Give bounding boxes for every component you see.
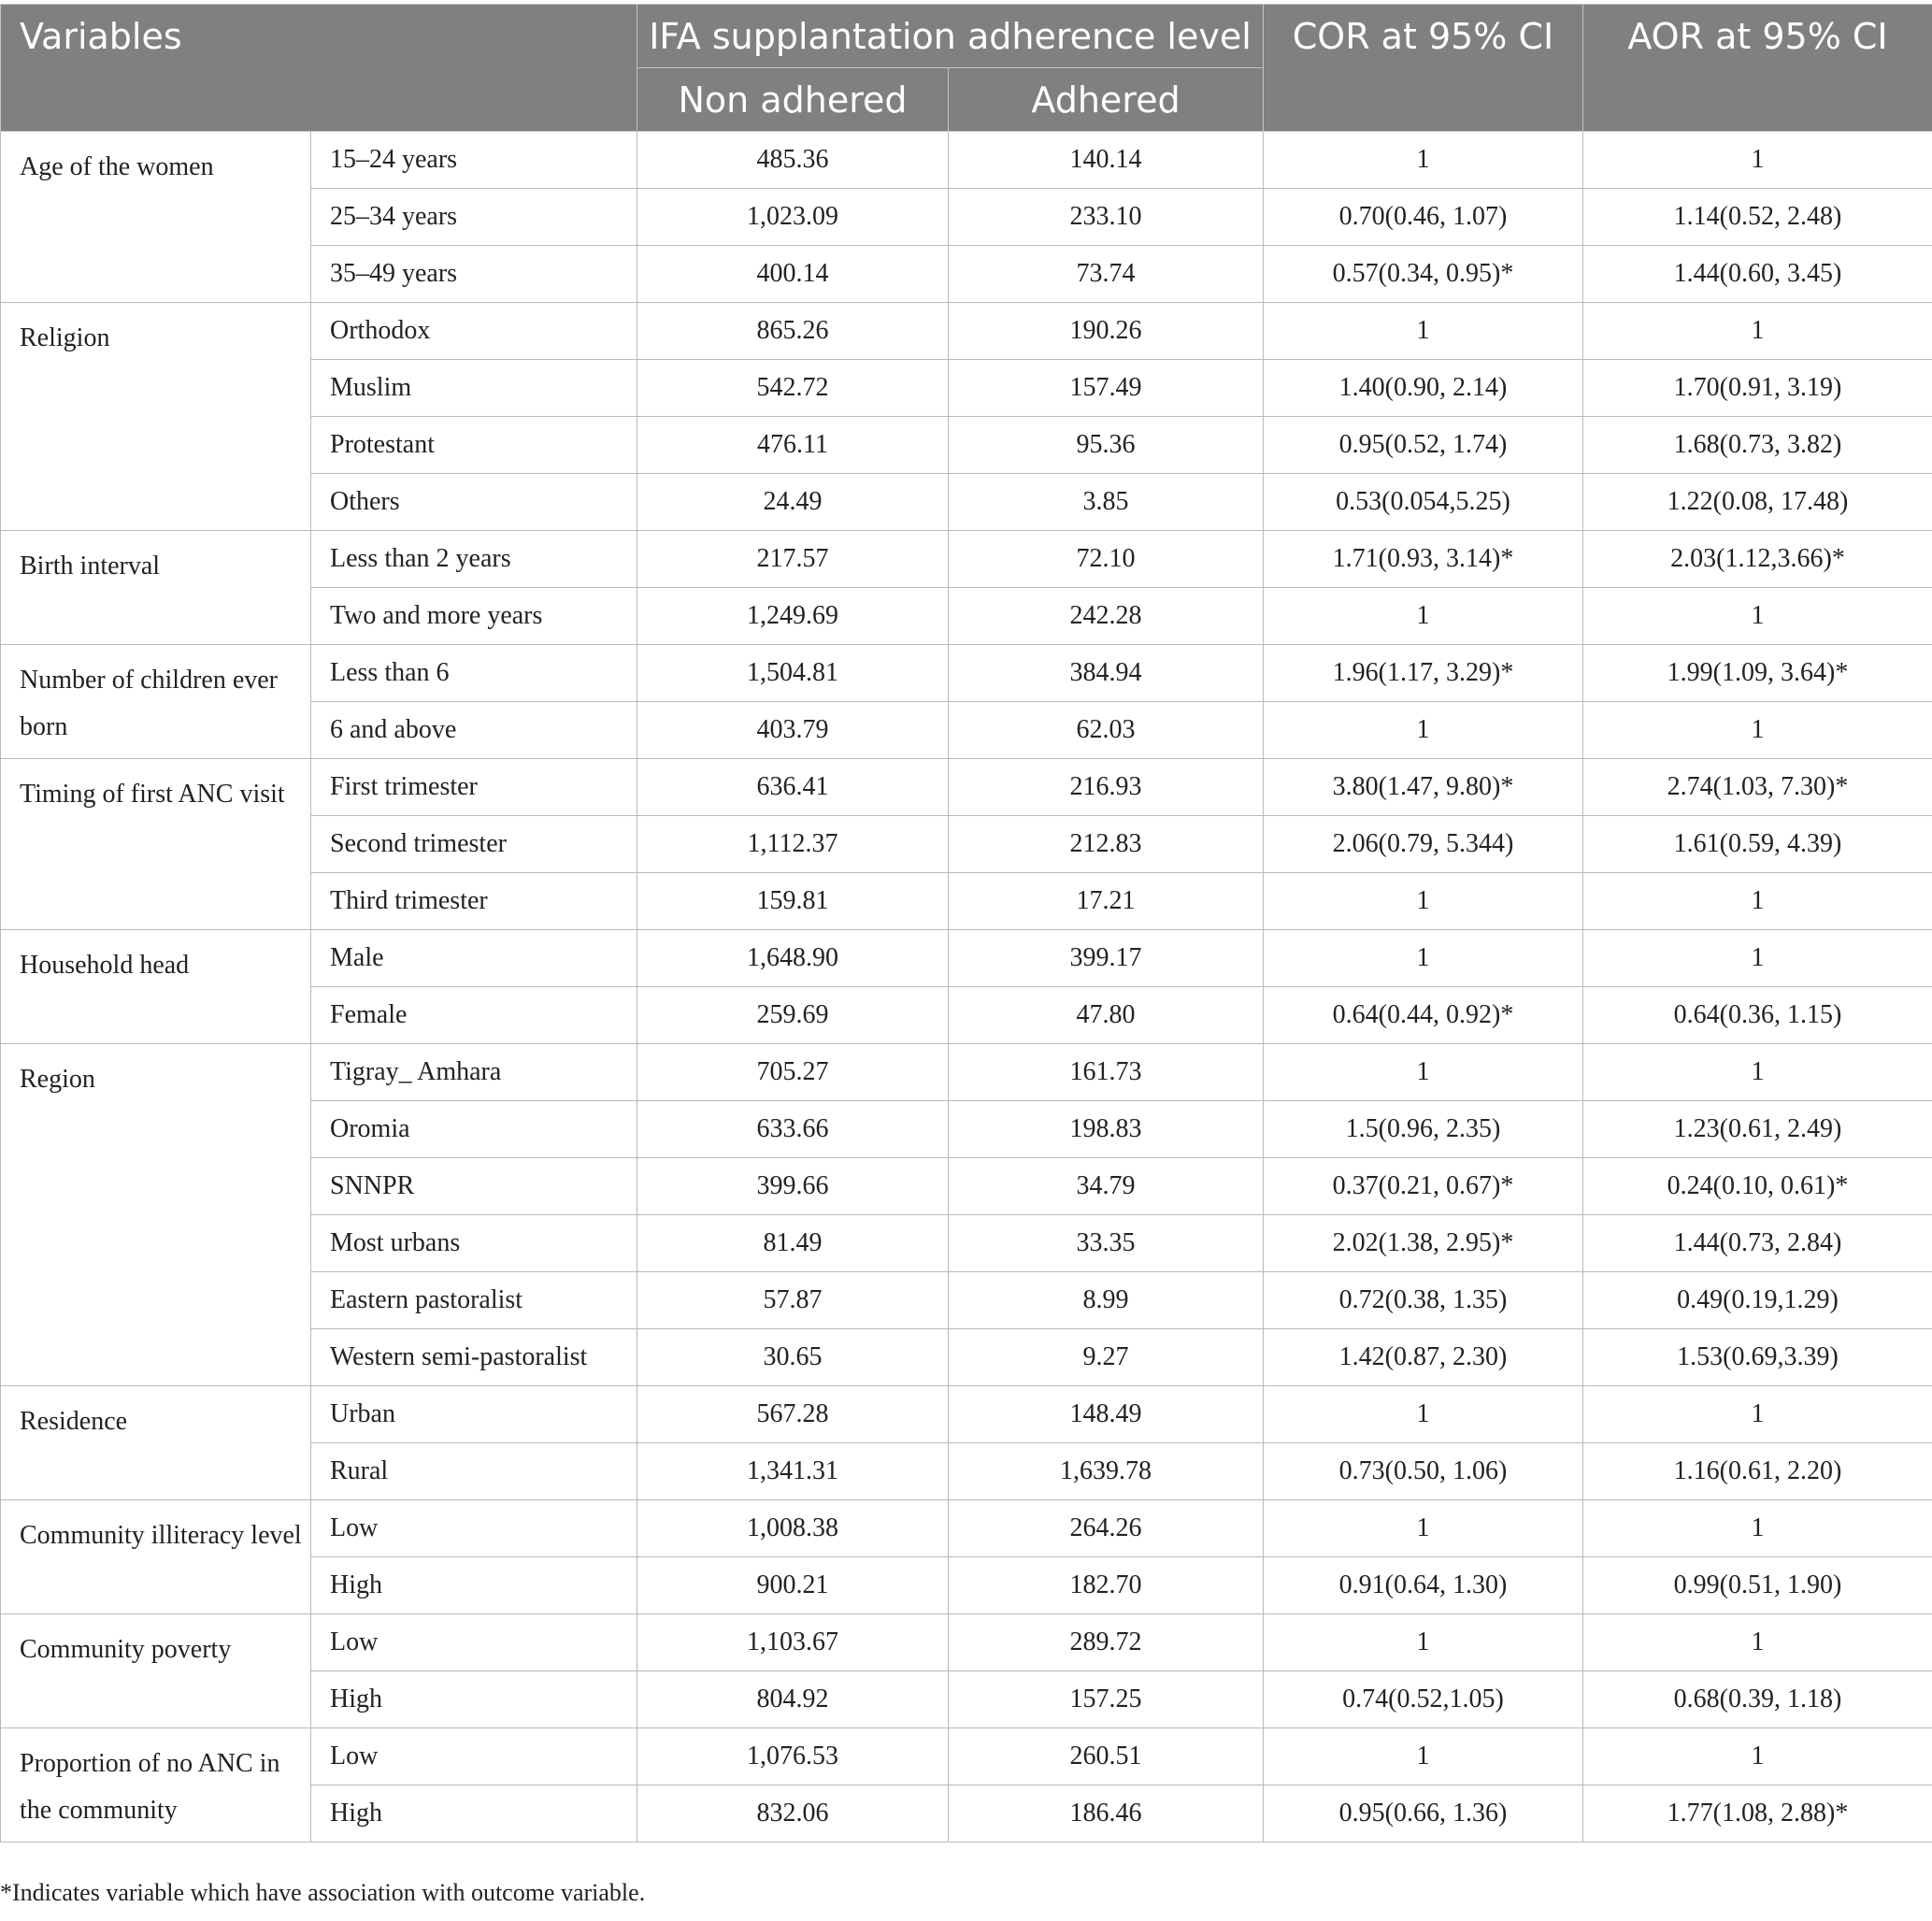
category-cell: Second trimester (311, 816, 637, 873)
non-adhered-cell: 400.14 (637, 246, 949, 303)
adhered-cell: 399.17 (949, 930, 1264, 987)
aor-cell: 1 (1583, 588, 1932, 645)
cor-cell: 0.95(0.66, 1.36) (1264, 1785, 1583, 1842)
adhered-cell: 161.73 (949, 1044, 1264, 1101)
adhered-cell: 212.83 (949, 816, 1264, 873)
aor-cell: 1 (1583, 702, 1932, 759)
non-adhered-cell: 1,504.81 (637, 645, 949, 702)
category-cell: Less than 2 years (311, 531, 637, 588)
header-adherence-level: IFA supplantation adherence level (637, 5, 1264, 68)
category-cell: Oromia (311, 1101, 637, 1158)
cor-cell: 0.57(0.34, 0.95)* (1264, 246, 1583, 303)
non-adhered-cell: 1,249.69 (637, 588, 949, 645)
cor-cell: 1.71(0.93, 3.14)* (1264, 531, 1583, 588)
table-row (1, 1728, 1932, 1785)
aor-cell: 0.68(0.39, 1.18) (1583, 1671, 1932, 1728)
variable-label: Birth interval (1, 531, 311, 645)
non-adhered-cell: 1,008.38 (637, 1500, 949, 1557)
table-row (1, 930, 1932, 987)
non-adhered-cell: 81.49 (637, 1215, 949, 1272)
adhered-cell: 216.93 (949, 759, 1264, 816)
category-cell: 6 and above (311, 702, 637, 759)
non-adhered-cell: 399.66 (637, 1158, 949, 1215)
adhered-cell: 186.46 (949, 1785, 1264, 1842)
non-adhered-cell: 865.26 (637, 303, 949, 360)
aor-cell: 0.49(0.19,1.29) (1583, 1272, 1932, 1329)
variable-label: Timing of first ANC visit (1, 759, 311, 930)
variable-label: Residence (1, 1386, 311, 1500)
non-adhered-cell: 476.11 (637, 417, 949, 474)
category-cell: Rural (311, 1443, 637, 1500)
non-adhered-cell: 633.66 (637, 1101, 949, 1158)
aor-cell: 1 (1583, 1044, 1932, 1101)
table-row (1, 1614, 1932, 1671)
category-cell: High (311, 1557, 637, 1614)
adhered-cell: 72.10 (949, 531, 1264, 588)
table-body (1, 132, 1932, 1842)
adhered-cell: 8.99 (949, 1272, 1264, 1329)
aor-cell: 1.99(1.09, 3.64)* (1583, 645, 1932, 702)
variable-label: Community illiteracy level (1, 1500, 311, 1614)
cor-cell: 1.40(0.90, 2.14) (1264, 360, 1583, 417)
non-adhered-cell: 542.72 (637, 360, 949, 417)
adhered-cell: 95.36 (949, 417, 1264, 474)
header-cor: COR at 95% CI (1264, 5, 1583, 132)
non-adhered-cell: 259.69 (637, 987, 949, 1044)
aor-cell: 1 (1583, 1386, 1932, 1443)
non-adhered-cell: 1,341.31 (637, 1443, 949, 1500)
adhered-cell: 148.49 (949, 1386, 1264, 1443)
cor-cell: 1 (1264, 1728, 1583, 1785)
table-footnote: *Indicates variable which have association with outcome variable. (0, 1879, 646, 1906)
cor-cell: 0.53(0.054,5.25) (1264, 474, 1583, 531)
cor-cell: 0.91(0.64, 1.30) (1264, 1557, 1583, 1614)
variable-label: Household head (1, 930, 311, 1044)
adhered-cell: 62.03 (949, 702, 1264, 759)
aor-cell: 1.44(0.73, 2.84) (1583, 1215, 1932, 1272)
adhered-cell: 260.51 (949, 1728, 1264, 1785)
non-adhered-cell: 832.06 (637, 1785, 949, 1842)
adhered-cell: 34.79 (949, 1158, 1264, 1215)
category-cell: Male (311, 930, 637, 987)
category-cell: Low (311, 1614, 637, 1671)
cor-cell: 0.74(0.52,1.05) (1264, 1671, 1583, 1728)
cor-cell: 1 (1264, 588, 1583, 645)
variable-label: Age of the women (1, 132, 311, 303)
aor-cell: 1.77(1.08, 2.88)* (1583, 1785, 1932, 1842)
cor-cell: 2.02(1.38, 2.95)* (1264, 1215, 1583, 1272)
table-header (1, 5, 1932, 132)
adhered-cell: 157.25 (949, 1671, 1264, 1728)
aor-cell: 1 (1583, 1500, 1932, 1557)
variable-label: Religion (1, 303, 311, 531)
non-adhered-cell: 485.36 (637, 132, 949, 189)
aor-cell: 1.14(0.52, 2.48) (1583, 189, 1932, 246)
table-row (1, 531, 1932, 588)
table-row (1, 645, 1932, 702)
category-cell: High (311, 1671, 637, 1728)
cor-cell: 0.73(0.50, 1.06) (1264, 1443, 1583, 1500)
adhered-cell: 242.28 (949, 588, 1264, 645)
non-adhered-cell: 705.27 (637, 1044, 949, 1101)
aor-cell: 0.99(0.51, 1.90) (1583, 1557, 1932, 1614)
aor-cell: 1.68(0.73, 3.82) (1583, 417, 1932, 474)
header-non-adhered: Non adhered (637, 68, 949, 132)
non-adhered-cell: 159.81 (637, 873, 949, 930)
category-cell: 35–49 years (311, 246, 637, 303)
aor-cell: 1.70(0.91, 3.19) (1583, 360, 1932, 417)
adhered-cell: 264.26 (949, 1500, 1264, 1557)
adhered-cell: 47.80 (949, 987, 1264, 1044)
adhered-cell: 198.83 (949, 1101, 1264, 1158)
adhered-cell: 1,639.78 (949, 1443, 1264, 1500)
category-cell: Muslim (311, 360, 637, 417)
non-adhered-cell: 217.57 (637, 531, 949, 588)
aor-cell: 1 (1583, 1614, 1932, 1671)
header-adhered: Adhered (949, 68, 1264, 132)
table-row (1, 1044, 1932, 1101)
non-adhered-cell: 24.49 (637, 474, 949, 531)
cor-cell: 1.96(1.17, 3.29)* (1264, 645, 1583, 702)
non-adhered-cell: 1,103.67 (637, 1614, 949, 1671)
aor-cell: 1 (1583, 303, 1932, 360)
variable-label: Region (1, 1044, 311, 1386)
non-adhered-cell: 30.65 (637, 1329, 949, 1386)
category-cell: 25–34 years (311, 189, 637, 246)
category-cell: Protestant (311, 417, 637, 474)
cor-cell: 1 (1264, 1386, 1583, 1443)
aor-cell: 1.53(0.69,3.39) (1583, 1329, 1932, 1386)
cor-cell: 1 (1264, 1044, 1583, 1101)
non-adhered-cell: 57.87 (637, 1272, 949, 1329)
aor-cell: 2.74(1.03, 7.30)* (1583, 759, 1932, 816)
adhered-cell: 384.94 (949, 645, 1264, 702)
results-table (0, 4, 1932, 1842)
aor-cell: 2.03(1.12,3.66)* (1583, 531, 1932, 588)
aor-cell: 0.64(0.36, 1.15) (1583, 987, 1932, 1044)
cor-cell: 3.80(1.47, 9.80)* (1264, 759, 1583, 816)
aor-cell: 1 (1583, 873, 1932, 930)
category-cell: Less than 6 (311, 645, 637, 702)
adhered-cell: 73.74 (949, 246, 1264, 303)
category-cell: SNNPR (311, 1158, 637, 1215)
aor-cell: 1.61(0.59, 4.39) (1583, 816, 1932, 873)
category-cell: Third trimester (311, 873, 637, 930)
cor-cell: 1.5(0.96, 2.35) (1264, 1101, 1583, 1158)
non-adhered-cell: 1,023.09 (637, 189, 949, 246)
table-row (1, 132, 1932, 189)
variable-label: Number of children ever born (1, 645, 311, 759)
category-cell: Urban (311, 1386, 637, 1443)
adhered-cell: 3.85 (949, 474, 1264, 531)
adhered-cell: 9.27 (949, 1329, 1264, 1386)
non-adhered-cell: 636.41 (637, 759, 949, 816)
cor-cell: 0.37(0.21, 0.67)* (1264, 1158, 1583, 1215)
cor-cell: 1 (1264, 930, 1583, 987)
non-adhered-cell: 804.92 (637, 1671, 949, 1728)
variable-label: Community poverty (1, 1614, 311, 1728)
category-cell: Low (311, 1728, 637, 1785)
cor-cell: 1 (1264, 702, 1583, 759)
non-adhered-cell: 1,112.37 (637, 816, 949, 873)
category-cell: Most urbans (311, 1215, 637, 1272)
adhered-cell: 289.72 (949, 1614, 1264, 1671)
cor-cell: 1 (1264, 132, 1583, 189)
header-aor: AOR at 95% CI (1583, 5, 1932, 132)
category-cell: Orthodox (311, 303, 637, 360)
aor-cell: 1 (1583, 930, 1932, 987)
aor-cell: 1.16(0.61, 2.20) (1583, 1443, 1932, 1500)
category-cell: Female (311, 987, 637, 1044)
category-cell: Others (311, 474, 637, 531)
category-cell: Low (311, 1500, 637, 1557)
cor-cell: 1 (1264, 873, 1583, 930)
adhered-cell: 17.21 (949, 873, 1264, 930)
adhered-cell: 182.70 (949, 1557, 1264, 1614)
cor-cell: 0.64(0.44, 0.92)* (1264, 987, 1583, 1044)
category-cell: Western semi-pastoralist (311, 1329, 637, 1386)
table-row (1, 759, 1932, 816)
table-row (1, 1386, 1932, 1443)
cor-cell: 0.95(0.52, 1.74) (1264, 417, 1583, 474)
category-cell: 15–24 years (311, 132, 637, 189)
aor-cell: 1 (1583, 1728, 1932, 1785)
cor-cell: 2.06(0.79, 5.344) (1264, 816, 1583, 873)
aor-cell: 1.44(0.60, 3.45) (1583, 246, 1932, 303)
category-cell: High (311, 1785, 637, 1842)
category-cell: First trimester (311, 759, 637, 816)
adhered-cell: 157.49 (949, 360, 1264, 417)
non-adhered-cell: 1,648.90 (637, 930, 949, 987)
adhered-cell: 33.35 (949, 1215, 1264, 1272)
aor-cell: 1.22(0.08, 17.48) (1583, 474, 1932, 531)
header-variables: Variables (1, 5, 637, 132)
non-adhered-cell: 567.28 (637, 1386, 949, 1443)
category-cell: Eastern pastoralist (311, 1272, 637, 1329)
cor-cell: 0.70(0.46, 1.07) (1264, 189, 1583, 246)
category-cell: Tigray_ Amhara (311, 1044, 637, 1101)
cor-cell: 1 (1264, 1614, 1583, 1671)
cor-cell: 0.72(0.38, 1.35) (1264, 1272, 1583, 1329)
cor-cell: 1 (1264, 303, 1583, 360)
adhered-cell: 190.26 (949, 303, 1264, 360)
cor-cell: 1 (1264, 1500, 1583, 1557)
table-row (1, 303, 1932, 360)
category-cell: Two and more years (311, 588, 637, 645)
adhered-cell: 140.14 (949, 132, 1264, 189)
table-row (1, 1500, 1932, 1557)
non-adhered-cell: 900.21 (637, 1557, 949, 1614)
aor-cell: 1 (1583, 132, 1932, 189)
cor-cell: 1.42(0.87, 2.30) (1264, 1329, 1583, 1386)
aor-cell: 0.24(0.10, 0.61)* (1583, 1158, 1932, 1215)
adhered-cell: 233.10 (949, 189, 1264, 246)
variable-label: Proportion of no ANC in the community (1, 1728, 311, 1842)
non-adhered-cell: 1,076.53 (637, 1728, 949, 1785)
non-adhered-cell: 403.79 (637, 702, 949, 759)
aor-cell: 1.23(0.61, 2.49) (1583, 1101, 1932, 1158)
